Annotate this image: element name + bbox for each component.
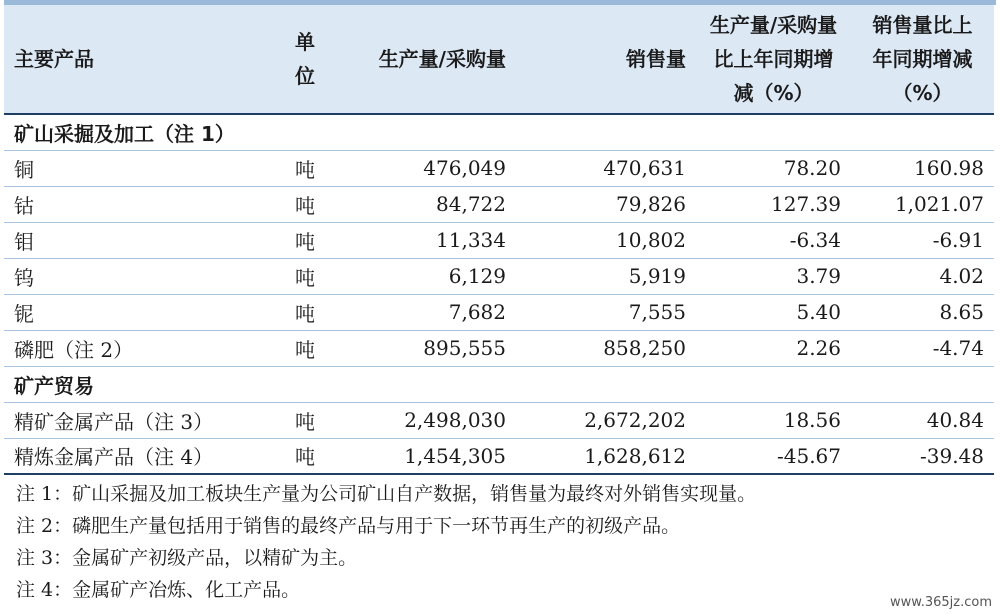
cell-production: 2,498,030 [336,402,516,438]
cell-production-change: -6.34 [696,222,851,258]
cell-unit: 吨 [274,186,336,222]
cell-production: 84,722 [336,186,516,222]
cell-sales: 858,250 [516,330,696,366]
note-2: 注 2：磷肥生产量包括用于销售的最终产品与用于下一环节再生产的初级产品。 [16,515,681,537]
cell-unit: 吨 [274,222,336,258]
cell-production: 7,682 [336,294,516,330]
cell-sales-change: -39.48 [851,438,994,474]
note-1: 注 1：矿山采掘及加工板块生产量为公司矿山自产数据，销售量为最终对外销售实现量。 [16,483,757,505]
section-row [4,366,994,402]
cell-production-change: 5.40 [696,294,851,330]
table-row [4,438,994,474]
cell-sales: 470,631 [516,150,696,186]
cell-production-change: 3.79 [696,258,851,294]
cell-sales-change: 4.02 [851,258,994,294]
header-sales: 销售量 [516,5,696,114]
cell-sales: 5,919 [516,258,696,294]
cell-sales: 2,672,202 [516,402,696,438]
cell-production: 11,334 [336,222,516,258]
cell-unit: 吨 [274,330,336,366]
watermark: www.365jz.com [890,595,992,610]
table-body [4,114,994,474]
cell-production-change: -45.67 [696,438,851,474]
header-product: 主要产品 [4,5,274,114]
cell-product: 磷肥（注 2） [4,330,274,366]
cell-product: 钨 [4,258,274,294]
cell-unit: 吨 [274,294,336,330]
cell-production: 895,555 [336,330,516,366]
cell-sales-change: -4.74 [851,330,994,366]
header-production: 生产量/采购量 [336,5,516,114]
table-row [4,402,994,438]
cell-sales-change: 160.98 [851,150,994,186]
section-row [4,114,994,150]
cell-sales-change: 40.84 [851,402,994,438]
cell-product: 铌 [4,294,274,330]
section-title: 矿产贸易 [4,366,994,402]
notes [16,478,756,606]
cell-unit: 吨 [274,258,336,294]
cell-production-change: 127.39 [696,186,851,222]
cell-product: 精矿金属产品（注 3） [4,402,274,438]
cell-production: 1,454,305 [336,438,516,474]
table-row [4,222,994,258]
production-sales-table [4,5,994,475]
cell-sales: 7,555 [516,294,696,330]
cell-production-change: 2.26 [696,330,851,366]
section-title: 矿山采掘及加工（注 1） [4,114,994,150]
cell-unit: 吨 [274,150,336,186]
cell-product: 钼 [4,222,274,258]
note-3: 注 3：金属矿产初级产品，以精矿为主。 [16,547,358,569]
cell-sales-change: 1,021.07 [851,186,994,222]
header-production-change: 生产量/采购量比上年同期增减（%） [696,5,851,114]
table-header-row [4,5,994,114]
cell-product: 钴 [4,186,274,222]
cell-sales: 1,628,612 [516,438,696,474]
cell-unit: 吨 [274,438,336,474]
cell-sales: 79,826 [516,186,696,222]
cell-sales: 10,802 [516,222,696,258]
table-row [4,150,994,186]
header-sales-change: 销售量比上年同期增减（%） [851,5,994,114]
cell-sales-change: -6.91 [851,222,994,258]
table-row [4,294,994,330]
cell-production-change: 18.56 [696,402,851,438]
cell-product: 铜 [4,150,274,186]
cell-sales-change: 8.65 [851,294,994,330]
cell-production-change: 78.20 [696,150,851,186]
header-unit: 单位 [274,5,336,114]
table-row [4,186,994,222]
cell-unit: 吨 [274,402,336,438]
table-row [4,330,994,366]
cell-production: 6,129 [336,258,516,294]
cell-production: 476,049 [336,150,516,186]
note-4: 注 4：金属矿产冶炼、化工产品。 [16,579,301,601]
cell-product: 精炼金属产品（注 4） [4,438,274,474]
table-row [4,258,994,294]
